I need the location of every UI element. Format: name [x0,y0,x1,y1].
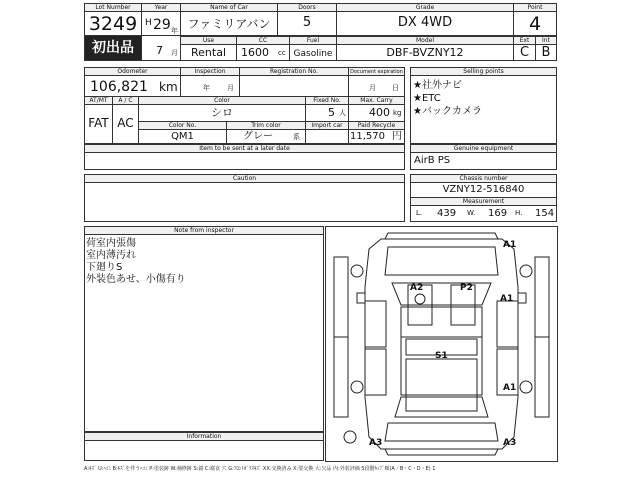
hood-panel [385,247,498,275]
color-no-header: Color No. [138,121,227,130]
trim-color-cell [226,129,306,144]
paid-recycle-unit: 円 [392,131,402,142]
inspection-cell [180,75,240,97]
doors-cell [277,11,337,36]
color-value: シロ [211,106,233,119]
chassis-number-header: Chassis number [410,174,557,183]
measurement-h-value: 154 [535,208,555,219]
month-unit: 月 [171,49,178,57]
selling-points-header: Selling points [410,67,557,76]
left-rear-door [365,349,386,395]
information-header: Information [84,432,324,441]
chassis-number-value: VZNY12-516840 [442,184,525,195]
first-listing-badge-text: 初出品 [92,40,134,56]
lot-number-cell [84,11,142,36]
use-cell [180,44,237,61]
genuine-equipment-cell [410,152,557,170]
inspection-month-unit: 月 [227,84,234,92]
measurement-cell [410,205,557,222]
cc-header: CC [236,36,290,45]
year-era: H [145,18,152,28]
month-value: 7 [156,44,163,57]
spare-tire [344,431,356,443]
at-mt-cell [84,104,113,144]
grade-header: Grade [336,3,514,12]
at-mt-value: FAT [88,116,109,130]
grade-cell [336,11,514,36]
left-mirror [357,293,365,303]
damage-mark-a3: A3 [369,438,383,448]
max-carry-unit: kg [393,109,402,117]
selling-point-item: ★ETC [413,93,441,104]
paid-recycle-header: Paid Recycle [348,121,405,130]
paid-recycle-cell [348,129,405,144]
note-from-inspector-header: Note from inspector [84,226,324,235]
lot-number-header: Lot Number [84,3,142,12]
damage-mark-a1: A1 [503,383,517,393]
selling-point-item: ★バックカメラ [413,106,482,117]
odometer-unit: km [159,80,178,94]
import-car-header: Import car [305,121,349,130]
note-line: 外装色あせ、小傷有り [86,274,186,285]
document-expiration-month-unit: 月 [369,84,376,92]
paid-recycle-value: 11,570 [350,131,385,142]
measurement-w-label: W. [467,209,476,217]
fixed-no-cell [305,104,349,122]
color-cell [138,104,306,122]
trim-color-header: Trim color [226,121,306,130]
fuel-header: Fuel [289,36,337,45]
items-sent-header: Item to be sent at a later date [84,144,405,153]
caution-header: Caution [84,174,405,183]
fixed-no-unit: 人 [339,109,346,117]
ac-value: AC [117,116,134,130]
measurement-header: Measurement [410,197,557,206]
rear-window [395,397,488,417]
year-header: Year [141,3,181,12]
import-car-cell [305,129,349,144]
damage-mark-a1: A1 [503,240,517,250]
year-value: 29 [153,17,171,33]
ac-header: A / C [112,96,139,105]
tailgate-panel [385,423,498,441]
registration-cell [239,75,349,97]
point-cell [513,11,557,36]
first-listing-badge [84,35,142,61]
use-value: Rental [191,46,226,59]
fixed-no-value: 5 [328,106,335,119]
left-front-door [365,301,386,347]
fuel-cell [289,44,337,61]
cc-cell [236,44,290,61]
lot-number-value: 3249 [88,13,138,35]
measurement-h-label: H. [515,209,523,217]
rear-bumper [385,449,498,455]
measurement-l-value: 439 [437,208,457,219]
color-no-value: QM1 [171,131,194,142]
model-header: Model [336,36,514,45]
measurement-w-value: 169 [488,208,508,219]
note-line: 荷室内張傷 [86,238,136,249]
ext-cell [513,44,536,61]
year-unit: 年 [171,27,178,35]
fuel-value: Gasoline [293,49,333,59]
windshield [392,283,491,305]
odometer-value: 106,821 [90,79,148,95]
year-cell [141,11,181,36]
cargo-area [406,359,477,411]
int-value: B [541,45,551,60]
document-expiration-cell [348,75,405,97]
model-cell [336,44,514,61]
items-sent-cell [84,152,405,170]
color-header: Color [138,96,306,105]
damage-mark-a3: A3 [503,438,517,448]
measurement-l-label: L. [416,209,423,217]
max-carry-value: 400 [369,106,390,119]
caution-cell [84,182,405,222]
note-line: 室内薄汚れ [86,250,136,261]
damage-mark-a2: A2 [410,283,424,293]
trim-color-value: グレー [243,131,273,142]
trim-color-unit: 系 [293,133,300,141]
front-left-wheel [351,265,363,277]
fixed-no-header: Fixed No. [305,96,349,105]
inspection-header: Inspection [180,67,240,76]
registration-header: Registration No. [239,67,349,76]
int-cell [535,44,557,61]
rear-right-wheel [520,381,532,393]
note-line: 下廻りS [86,262,123,273]
inspection-year-unit: 年 [203,84,210,92]
name-of-car-cell [180,11,278,36]
document-expiration-day-unit: 日 [392,84,399,92]
ext-header: Ext [513,36,536,45]
grade-value: DX 4WD [397,16,453,30]
car-damage-diagram [326,227,557,461]
odometer-header: Odometer [84,67,181,76]
cc-unit: cc [278,49,286,57]
genuine-equipment-value: AirB PS [414,155,451,166]
point-value: 4 [528,13,542,35]
ac-cell [112,104,139,144]
cc-value: 1600 [241,46,269,59]
right-front-door [497,301,518,347]
at-mt-header: AT/MT [84,96,113,105]
color-no-cell [138,129,227,144]
right-mirror [518,293,526,303]
max-carry-header: Max. Carry [348,96,405,105]
max-carry-cell [348,104,405,122]
document-expiration-header: Document expiration [348,67,405,76]
name-of-car-header: Name of Car [180,3,278,12]
damage-mark-a1: A1 [500,294,514,304]
point-header: Point [513,3,557,12]
doors-value: 5 [302,16,312,30]
ext-value: C [519,45,530,60]
month-cell [141,35,181,61]
name-of-car-value: ファミリアバン [187,17,271,31]
car-diagram-panel [325,226,558,462]
damage-legend: A:ｷｽﾞ U:ﾍｺﾐ B:ｷｽﾞを伴うﾍｺﾐ P:塗装跡 W:補修跡 S:錆 C:腐食 穴 G:ﾌﾛﾝﾄｶﾞﾗｽｷｽﾞ XX:交換済み X:要交換 大:欠品 内:外装評価 5段階ｶｯﾌﾟ順(A・B・C・D・E) 1 [84,466,436,472]
front-right-wheel [520,265,532,277]
use-header: Use [180,36,237,45]
information-cell [84,440,324,461]
rear-left-wheel [351,381,363,393]
selling-point-item: ★社外ナビ [413,80,462,91]
genuine-equipment-header: Genuine equipment [410,144,557,153]
selling-points-cell [410,75,557,144]
doors-header: Doors [277,3,337,12]
odometer-cell [84,75,181,97]
damage-mark-p2: P2 [460,283,473,293]
damage-mark-s1: S1 [435,351,448,361]
front-bumper [385,233,498,239]
chassis-number-cell [410,182,557,198]
int-header: Int [535,36,557,45]
model-value: DBF-BVZNY12 [386,46,464,59]
